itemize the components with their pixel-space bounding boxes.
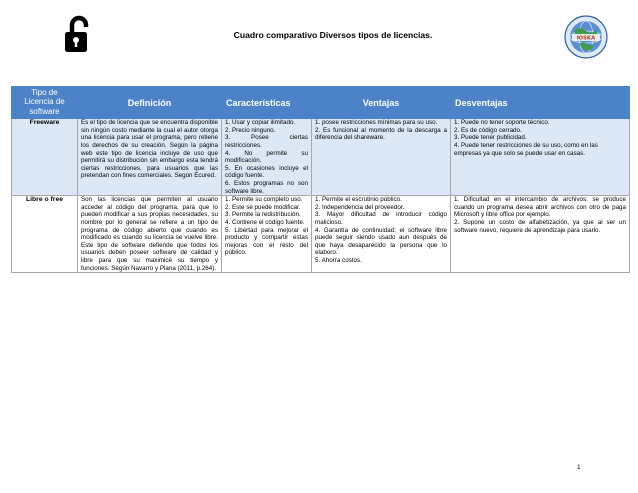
list-item: 1. Puede no tener soporte técnico.: [454, 119, 550, 127]
header-definition: Definición: [78, 87, 222, 119]
page-number: 1: [577, 464, 581, 471]
list-item: 3. Permite la redistribución.: [225, 211, 301, 219]
list-item: 2. Es funcional al momento de la descarga a diferencia del shareware.: [315, 126, 447, 142]
list-item: 1. Dificultad en el intercambio de archivos: se produce cuando un programa desea abrir archivos con otro de paga Microsoft y libre office por ejemplo.: [454, 196, 626, 219]
list-item: 3. Posee ciertas restricciones.: [225, 134, 308, 149]
header-license-type: Tipo de Licencia de software: [12, 87, 78, 119]
list-item: 2. Precio ninguno.: [225, 126, 276, 134]
list-item: 4. No permite su modificación.: [225, 149, 308, 165]
table-row: [12, 119, 630, 196]
list-item: 1. posee restricciones mínimas para su uso.: [315, 119, 438, 127]
list-item: 4. Puede tener restricciones de su uso, como en las empresas ya que solo se puede usar en casas.: [454, 142, 598, 157]
list-item: 1. Permite su completo uso.: [225, 196, 303, 204]
list-item: 5. En ocasiones incluye el código fuente.: [225, 164, 308, 180]
list-item: 2. Este se puede modificar.: [225, 203, 301, 211]
list-item: 5. Libertad para mejorar el producto y compartir estas mejoras con el resto del público.: [225, 226, 308, 257]
document-title: Cuadro comparativo Diversos tipos de licencias.: [233, 30, 433, 40]
unlocked-padlock-icon: [62, 14, 96, 54]
definition-cell: Es el tipo de licencia que se encuentra disponible sin ningún costo mediante la cual el autor otorga una licencia para usar el programa, pero retiene los derechos de su creación. Según la página web este tipo de licencia incluye de uso que permitirá su distribución sin embargo esta tendrá ciertas restricciones, para usuarios que las pretendan con fines comerciales. Según Ecured.: [78, 119, 222, 196]
definition-cell: Son las licencias que permiten al usuario acceder al código del programa, para que lo pueden modificar a sus propias necesidades, su nombre por lo general se refiere a un tipo de programa de código abierto que cuando es modificado es cuando su licencia se vuelve libre. Este tipo de software defiende que todos los usuarios deben poseer software de calidad y libre para que su maximicé su tiempo y funciones. Según Navarro y Plana (2011, p.264).: [78, 196, 222, 273]
header-disadvantages: Desventajas: [451, 87, 630, 119]
header-advantages: Ventajas: [312, 87, 451, 119]
list-item: 2. Supone un costo de alfabetización, ya que al ser un software nuevo, requiere de aprendizaje para usarlo.: [454, 218, 626, 234]
table-header-row: [12, 87, 630, 119]
disadvantages-cell: [451, 196, 630, 273]
license-type-cell: Freeware: [12, 119, 78, 196]
list-item: 4. Contiene el código fuente.: [225, 218, 305, 226]
logo-text: ЮSKA: [576, 35, 596, 42]
characteristics-cell: [222, 196, 312, 273]
list-item: 5. Ahorra costos.: [315, 256, 362, 264]
list-item: 3. Mayor dificultad de introducir código malicioso.: [315, 211, 447, 226]
characteristics-cell: [222, 119, 312, 196]
list-item: 1. Usar y copiar ilimitado.: [225, 119, 296, 127]
list-item: 1. Permite el escrutinio público.: [315, 196, 402, 204]
globe-logo-icon: [563, 14, 609, 60]
list-item: 4. Garantía de continuidad: el software libre puede seguir siendo usado aun después de que haya desaparecido la persona que lo elaboro.: [315, 226, 447, 257]
disadvantages-cell: [451, 119, 630, 196]
advantages-cell: [312, 119, 451, 196]
list-item: 2. Es de código cerrado.: [454, 126, 522, 134]
list-item: 3. Puede tener publicidad.: [454, 134, 527, 142]
advantages-cell: [312, 196, 451, 273]
list-item: 6. Estos programas no son software libre.: [225, 179, 308, 195]
list-item: 2. Independencia del proveedor.: [315, 203, 405, 211]
comparison-table: [11, 86, 630, 273]
license-type-cell: Libre o free: [12, 196, 78, 273]
table-row: [12, 196, 630, 273]
header-characteristics: Características: [222, 87, 312, 119]
